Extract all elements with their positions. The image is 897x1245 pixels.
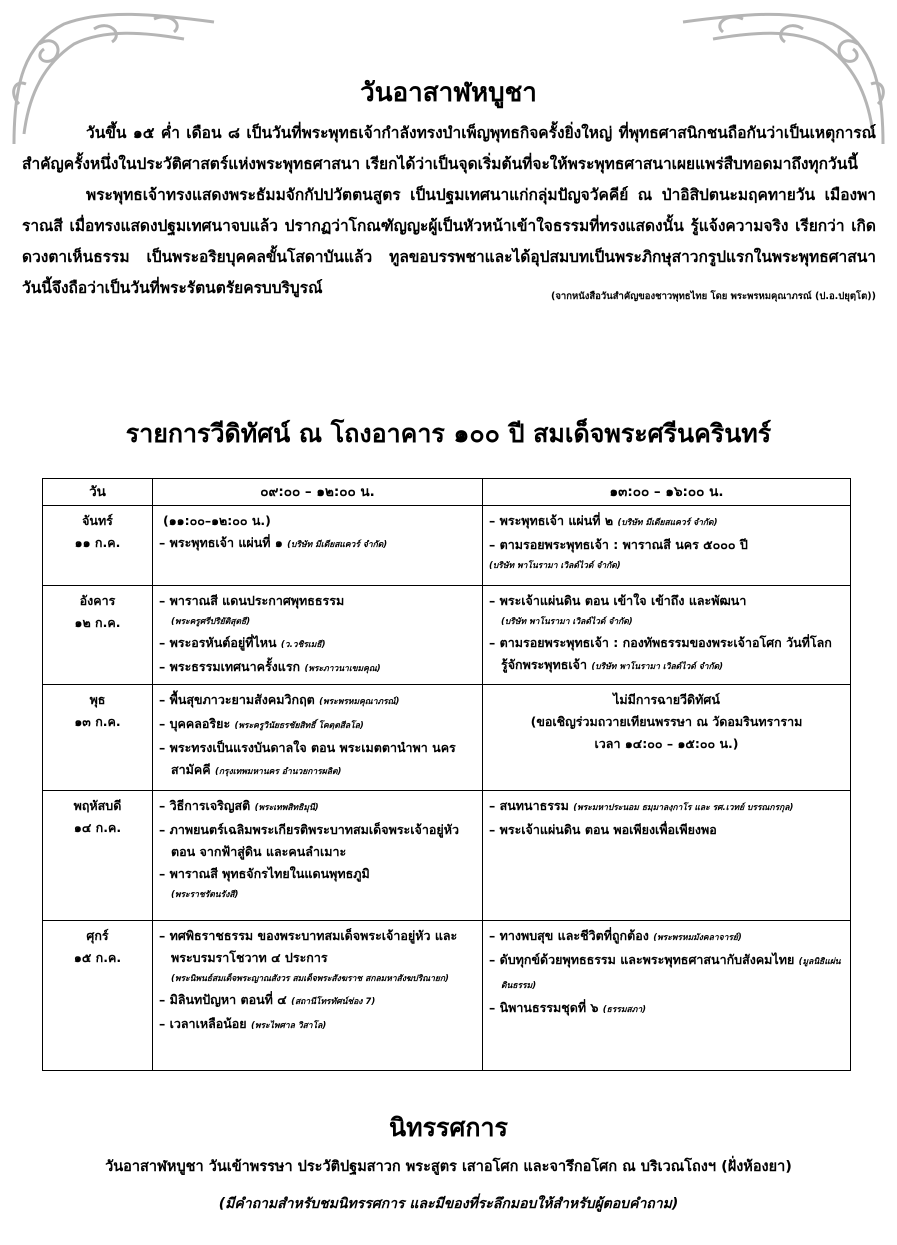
item-source: (พระครูศรีปริยัติสุตธี) (171, 617, 251, 627)
day-cell (43, 921, 153, 1071)
item-source: (ว.วชิรเมธี) (280, 640, 326, 650)
item-source: (กรุงเทพมหานคร อำนวยการผลิต) (214, 767, 342, 777)
item-source: (พระราชรัตนรังสี) (171, 890, 239, 900)
list-item: – ทางพบสุข และชีวิตที่ถูกต้อง (พระพรหมมังคลาจารย์) (489, 928, 742, 943)
item-source: (พระไพศาล วิสาโล) (251, 1021, 327, 1031)
exhibition-note: (มีคำถามสำหรับชมนิทรรศการ และมีของที่ระลึกมอบให้สำหรับผู้ตอบคำถาม) (218, 1196, 679, 1212)
item-title: พระเจ้าแผ่นดิน ตอน เข้าใจ เข้าถึง และพัฒนา (499, 593, 747, 608)
item-title: พระพุทธเจ้า แผ่นที่ ๒ (499, 513, 614, 528)
table-header-row (43, 479, 851, 506)
invitation-time: เวลา ๑๔:๐๐ – ๑๕:๐๐ น.) (594, 736, 739, 751)
day-date: ๑๓ ก.ค. (74, 714, 121, 729)
item-source: (พระนิพนธ์สมเด็จพระญาณสังวร สมเด็จพระสังฆราช สกลมหาสังฆปริณายก) (171, 974, 449, 984)
item-source: (บริษัท มีเดียสแควร์ จำกัด) (617, 518, 718, 528)
day-cell (43, 586, 153, 685)
list-item: – ดับทุกข์ด้วยพุทธธรรม และพระพุทธศาสนากับสังคมไทย (มูลนิธิแผ่นดินธรรม) (489, 952, 841, 991)
morning-cell (153, 506, 483, 586)
item-title: ดับทุกข์ด้วยพุทธธรรม และพระพุทธศาสนากับสังคมไทย (499, 952, 795, 967)
item-source: (พระเทพสิทธิมุนี) (254, 803, 319, 813)
list-item: – ตามรอยพระพุทธเจ้า : พาราณสี นคร ๕๐๐๐ ปี (489, 537, 748, 552)
morning-cell (153, 586, 483, 685)
item-title: มิลินทปัญหา ตอนที่ ๔ (169, 992, 287, 1007)
day-name: พฤหัสบดี (73, 798, 122, 813)
afternoon-cell (483, 685, 851, 791)
item-title: ตามรอยพระพุทธเจ้า : กองทัพธรรมของพระเจ้าอโศก วันที่โลกรู้จักพระพุทธเจ้า (499, 635, 832, 672)
list-item: – นิพานธรรมชุดที่ ๖ (ธรรมสภา) (489, 1000, 647, 1015)
morning-cell (153, 791, 483, 921)
list-item: – พระเจ้าแผ่นดิน ตอน พอเพียงเพื่อเพียงพอ (489, 822, 717, 837)
item-title: เวลาเหลือน้อย (169, 1016, 247, 1031)
item-source: (สถานีโทรทัศน์ช่อง 7) (291, 997, 376, 1007)
day-name: ศุกร์ (86, 928, 109, 943)
list-item: – พระพุทธเจ้า แผ่นที่ ๑ (บริษัท มีเดียสแควร์ จำกัด) (159, 535, 388, 550)
header-morning: ๐๙:๐๐ – ๑๒:๐๐ น. (153, 479, 483, 506)
afternoon-cell (483, 506, 851, 586)
intro-paragraph-2 (22, 180, 876, 304)
item-title: ตามรอยพระพุทธเจ้า : พาราณสี นคร ๕๐๐๐ ปี (499, 537, 748, 552)
list-item: – พาราณสี แดนประกาศพุทธธรรม (159, 593, 345, 608)
intro-credit: (จากหนังสือวันสำคัญของชาวพุทธไทย โดย พระพรหมคุณาภรณ์ (ป.อ.ปยุตฺโต)) (550, 291, 876, 302)
intro-paragraph-1: วันขึ้น ๑๕ ค่ำ เดือน ๘ เป็นวันที่พระพุทธเจ้ากำลังทรงบำเพ็ญพุทธกิจครั้งยิ่งใหญ่ ที่พุทธศาสนิกชนถือกันว่าเป็นเหตุการณ์สำคัญครั้งหนึ่งในประวัติศาสตร์แห่งพระพุทธศาสนา เรียกได้ว่าเป็นจุดเริ่มต้นที่จะให้พระพุทธศาสนาเผยแพร่สืบทอดมาถึงทุกวันนี้ (22, 124, 876, 173)
item-title: วิธีการเจริญสติ (169, 798, 251, 813)
item-source: (พระมหาประนอม ธมฺมาลงฺกาโร และ รศ.เวทย์ บรรณกรกุล) (573, 803, 794, 813)
list-item: – พาราณสี พุทธจักรไทยในแดนพุทธภูมิ (159, 866, 370, 881)
item-title: พาราณสี พุทธจักรไทยในแดนพุทธภูมิ (169, 866, 370, 881)
list-item: – พระพุทธเจ้า แผ่นที่ ๒ (บริษัท มีเดียสแควร์ จำกัด) (489, 513, 718, 528)
header-afternoon: ๑๓:๐๐ – ๑๖:๐๐ น. (483, 479, 851, 506)
exhibition-text: วันอาสาฬหบูชา วันเข้าพรรษา ประวัติปฐมสาวก พระสูตร เสาอโศก และจารึกอโศก ณ บริเวณโถงฯ (ฝั่งห้องยา) (105, 1159, 792, 1175)
invitation-text: (ขอเชิญร่วมถวายเทียนพรรษา ณ วัดอมรินทราราม (530, 714, 803, 729)
afternoon-cell (483, 921, 851, 1071)
item-title: สนทนาธรรม (499, 798, 569, 813)
afternoon-cell (483, 586, 851, 685)
day-date: ๑๕ ก.ค. (73, 950, 122, 965)
item-source: (บริษัท พาโนรามา เวิลด์ไวด์ จำกัด) (591, 662, 724, 672)
day-date: ๑๒ ก.ค. (74, 615, 121, 630)
morning-cell (153, 685, 483, 791)
list-item: – วิธีการเจริญสติ (พระเทพสิทธิมุนี) (159, 798, 319, 813)
page-title: วันอาสาฬหบูชา (360, 78, 537, 108)
day-date: ๑๔ ก.ค. (73, 820, 122, 835)
list-item: – ภาพยนตร์เฉลิมพระเกียรติพระบาทสมเด็จพระเจ้าอยู่หัว ตอน จากฟ้าสู่ดิน และคนลำเมาะ (159, 822, 459, 859)
afternoon-cell (483, 791, 851, 921)
video-schedule-table (42, 478, 851, 1071)
item-title: พระธรรมเทศนาครั้งแรก (169, 659, 301, 674)
item-title: พระอรหันต์อยู่ที่ไหน (169, 635, 277, 650)
item-title: ทางพบสุข และชีวิตที่ถูกต้อง (499, 928, 649, 943)
list-item: – พระอรหันต์อยู่ที่ไหน (ว.วชิรเมธี) (159, 635, 326, 650)
exhibition-title: นิทรรศการ (389, 1113, 508, 1142)
item-title: พื้นสุขภาวะยามสังคมวิกฤต (169, 692, 315, 707)
header-day: วัน (43, 479, 153, 506)
item-source: (บริษัท พาโนรามา เวิลด์ไวด์ จำกัด) (489, 561, 621, 571)
list-item: – เวลาเหลือน้อย (พระไพศาล วิสาโล) (159, 1016, 327, 1031)
table-row (43, 791, 851, 921)
list-item: – พระทรงเป็นแรงบันดาลใจ ตอน พระเมตตานำพา นครสามัคคี (กรุงเทพมหานคร อำนวยการผลิต) (159, 740, 456, 777)
list-item: – พระเจ้าแผ่นดิน ตอน เข้าใจ เข้าถึง และพัฒนา (489, 593, 747, 608)
table-row (43, 921, 851, 1071)
list-item: – ตามรอยพระพุทธเจ้า : กองทัพธรรมของพระเจ้าอโศก วันที่โลกรู้จักพระพุทธเจ้า (บริษัท พาโนรามา เวิลด์ไวด์ จำกัด) (489, 635, 832, 672)
day-cell (43, 506, 153, 586)
list-item: – สนทนาธรรม (พระมหาประนอม ธมฺมาลงฺกาโร และ รศ.เวทย์ บรรณกรกุล) (489, 798, 794, 813)
item-title: นิพานธรรมชุดที่ ๖ (499, 1000, 599, 1015)
morning-cell (153, 921, 483, 1071)
item-title: พาราณสี แดนประกาศพุทธธรรม (169, 593, 345, 608)
table-row (43, 685, 851, 791)
list-item: – บุคคลอริยะ (พระครูวินัยธรชัยสิทธิ์ โคตฺตสีลโล) (159, 716, 364, 731)
day-date: ๑๑ ก.ค. (74, 535, 121, 550)
item-source: (พระภาวนาเขมคุณ) (304, 664, 381, 674)
list-item: – ทศพิธราชธรรม ของพระบาทสมเด็จพระเจ้าอยู่หัว และพระบรมราโชวาท ๔ ประการ (159, 928, 458, 965)
item-title: พระเจ้าแผ่นดิน ตอน พอเพียงเพื่อเพียงพอ (499, 822, 717, 837)
item-source: (ธรรมสภา) (602, 1005, 647, 1015)
day-name: พุธ (89, 692, 106, 707)
table-row (43, 586, 851, 685)
time-note: (๑๑:๐๐–๑๒:๐๐ น.) (163, 513, 271, 528)
day-cell (43, 685, 153, 791)
item-source: (พระพรหมคุณาภรณ์) (319, 697, 400, 707)
item-title: บุคคลอริยะ (169, 716, 231, 731)
item-title: พระทรงเป็นแรงบันดาลใจ ตอน พระเมตตานำพา นครสามัคคี (169, 740, 456, 777)
item-source: (มูลนิธิแผ่นดินธรรม) (501, 957, 841, 991)
day-name: อังคาร (79, 593, 116, 608)
intro-paragraph-2-text: พระพุทธเจ้าทรงแสดงพระธัมมจักกัปปวัตตนสูตร เป็นปฐมเทศนาแก่กลุ่มปัญจวัคคีย์ ณ ป่าอิสิปตนะมฤคทายวัน เมืองพาราณสี เมื่อทรงแสดงปฐมเทศนาจบแล้ว ปรากฏว่าโกณฑัญญะผู้เป็นหัวหน้าเข้าใจธรรมที่ทรงแสดงนั้น รู้แจ้งความจริง เรียกว่า เกิดดวงตาเห็นธรรม เป็นพระอริยบุคคลขั้นโสดาบันแล้ว ทูลขอบรรพชาและได้อุปสมบทเป็นพระภิกษุสาวกรูปแรกในพระพุทธศาสนา วันนี้จึงถือว่าเป็นวันที่พระรัตนตรัยครบบริบูรณ์ (22, 186, 876, 297)
intro-section (22, 118, 876, 312)
item-title: พระพุทธเจ้า แผ่นที่ ๑ (169, 535, 283, 550)
item-title: ภาพยนตร์เฉลิมพระเกียรติพระบาทสมเด็จพระเจ้าอยู่หัว ตอน จากฟ้าสู่ดิน และคนลำเมาะ (169, 822, 459, 859)
day-cell (43, 791, 153, 921)
list-item: – มิลินทปัญหา ตอนที่ ๔ (สถานีโทรทัศน์ช่อง 7) (159, 992, 376, 1007)
day-name: จันทร์ (82, 513, 113, 528)
item-source: (บริษัท มีเดียสแควร์ จำกัด) (287, 540, 388, 550)
table-row (43, 506, 851, 586)
schedule-title: รายการวีดิทัศน์ ณ โถงอาคาร ๑๐๐ ปี สมเด็จพระศรีนครินทร์ (125, 419, 772, 448)
list-item: – พื้นสุขภาวะยามสังคมวิกฤต (พระพรหมคุณาภรณ์) (159, 692, 400, 707)
no-screening-text: ไม่มีการฉายวีดิทัศน์ (613, 692, 720, 707)
list-item: – พระธรรมเทศนาครั้งแรก (พระภาวนาเขมคุณ) (159, 659, 381, 674)
item-title: ทศพิธราชธรรม ของพระบาทสมเด็จพระเจ้าอยู่หัว และพระบรมราโชวาท ๔ ประการ (169, 928, 458, 965)
item-source: (พระพรหมมังคลาจารย์) (653, 933, 742, 943)
item-source: (พระครูวินัยธรชัยสิทธิ์ โคตฺตสีลโล) (234, 721, 364, 731)
item-source: (บริษัท พาโนรามา เวิลด์ไวด์ จำกัด) (501, 617, 633, 627)
